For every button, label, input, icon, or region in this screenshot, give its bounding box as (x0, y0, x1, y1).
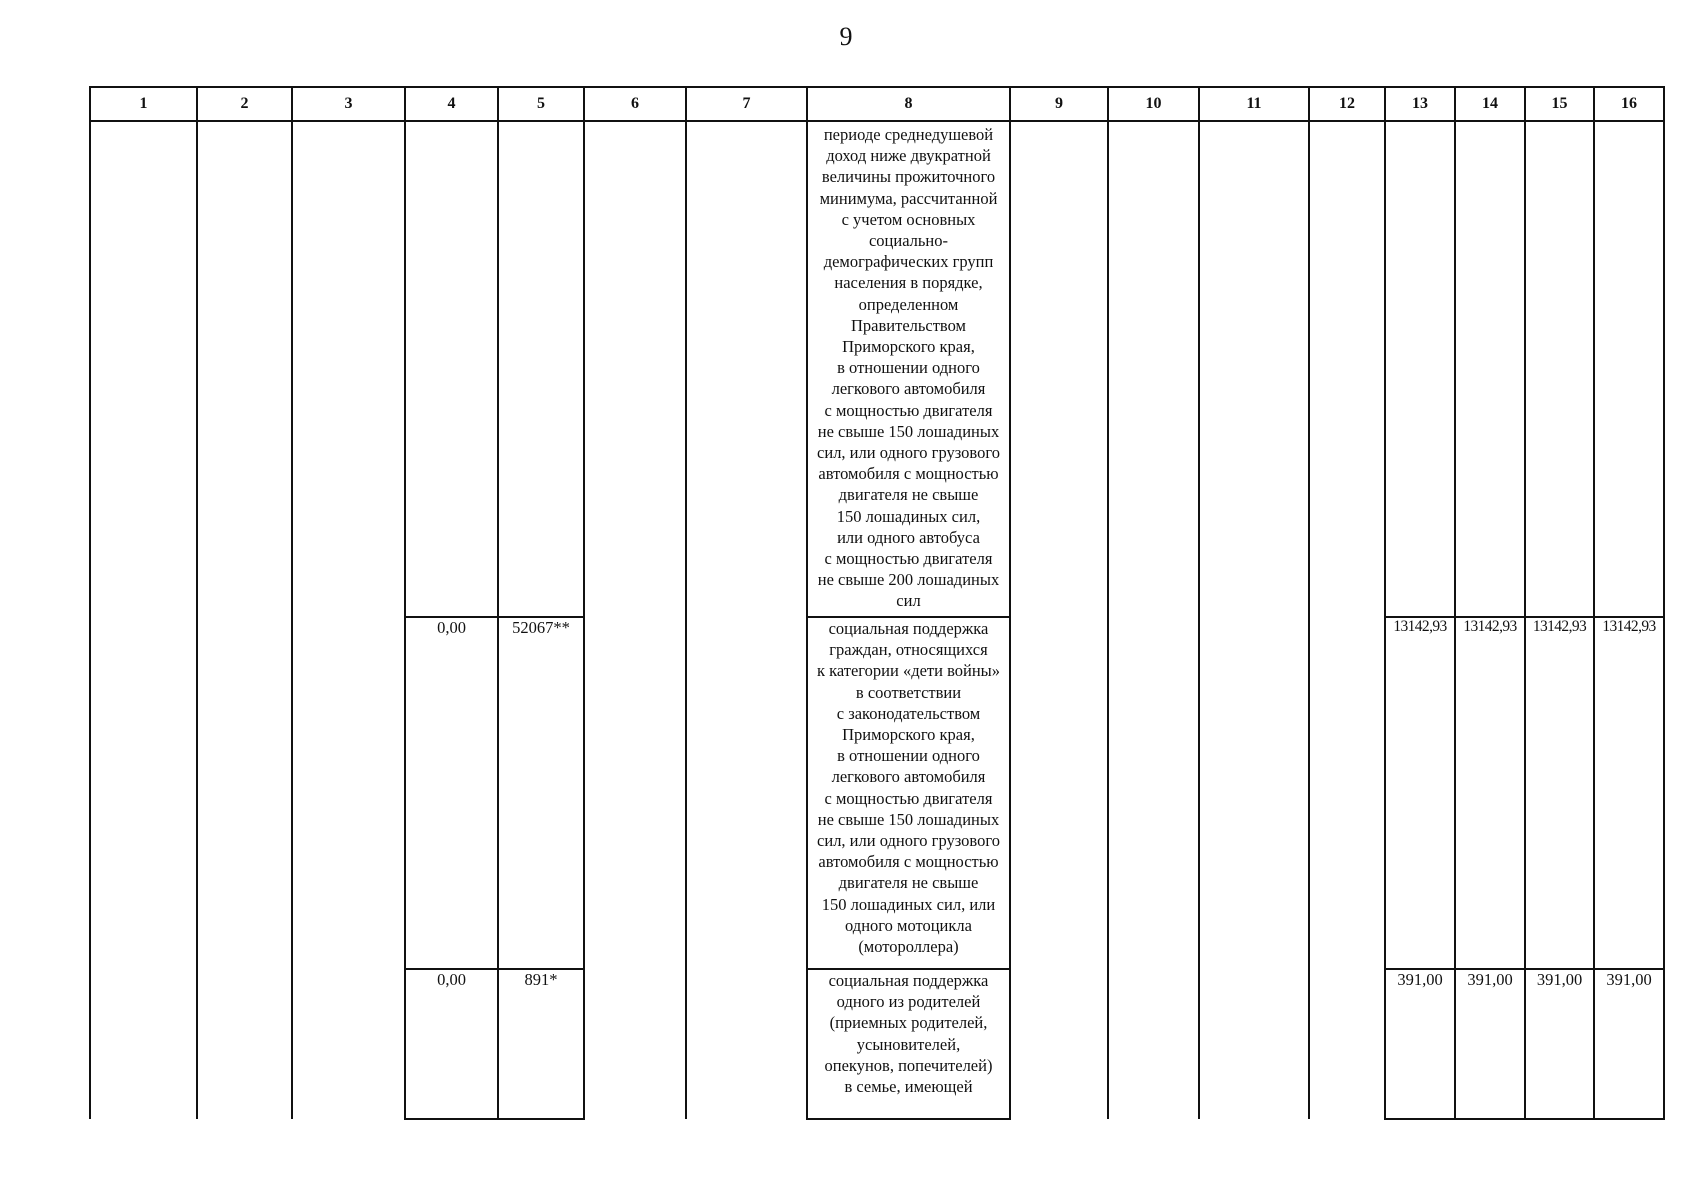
column-header-10: 10 (1108, 87, 1199, 121)
cell-col-3 (292, 121, 405, 1119)
column-header-12: 12 (1309, 87, 1385, 121)
cell-col-14: 391,00 (1455, 969, 1525, 1119)
column-header-5: 5 (498, 87, 584, 121)
cell-col-14 (1455, 121, 1525, 617)
column-header-15: 15 (1525, 87, 1594, 121)
column-header-11: 11 (1199, 87, 1309, 121)
cell-col-8 (807, 969, 1010, 1119)
cell-col-16 (1594, 121, 1664, 617)
column-header-9: 9 (1010, 87, 1108, 121)
column-header-8: 8 (807, 87, 1010, 121)
column-header-14: 14 (1455, 87, 1525, 121)
cell-col-12 (1309, 121, 1385, 1119)
page-number: 9 (839, 22, 853, 51)
column-header-16: 16 (1594, 87, 1664, 121)
tax-benefit-text: социальная поддержка одного из родителей (приемных родителей, усыновителей, опекунов, попечителей) в семье, имеющей (824, 971, 993, 1097)
cell-col-11 (1199, 121, 1309, 1119)
cell-col-4 (405, 121, 498, 617)
cell-col-13 (1385, 121, 1455, 617)
table-row (90, 121, 1664, 617)
cell-col-13: 13142,93 (1385, 617, 1455, 969)
cell-col-2 (197, 121, 292, 1119)
cell-col-9 (1010, 121, 1108, 1119)
cell-col-16: 391,00 (1594, 969, 1664, 1119)
cell-col-15: 391,00 (1525, 969, 1594, 1119)
tax-benefit-text: социальная поддержка граждан, относящихся к категории «дети войны» в соответствии с законодательством Приморского края, в отношении одного легкового автомобиля с мощностью двигателя не свыше 150 лошадиных сил, или одного грузового автомобиля с мощностью двигателя не свыше 150 лошадиных сил, или одного мотоцикла (мотороллера) (816, 619, 1001, 957)
cell-col-13: 391,00 (1385, 969, 1455, 1119)
cell-col-5: 52067** (498, 617, 584, 969)
column-header-4: 4 (405, 87, 498, 121)
column-header-6: 6 (584, 87, 686, 121)
cell-col-1 (90, 121, 197, 1119)
cell-col-6 (584, 121, 686, 1119)
cell-col-10 (1108, 121, 1199, 1119)
cell-col-15: 13142,93 (1525, 617, 1594, 969)
column-header-7: 7 (686, 87, 807, 121)
column-header-3: 3 (292, 87, 405, 121)
cell-col-8 (807, 121, 1010, 617)
header-row (90, 87, 1664, 121)
cell-col-16: 13142,93 (1594, 617, 1664, 969)
cell-col-4: 0,00 (405, 617, 498, 969)
cell-col-8 (807, 617, 1010, 969)
cell-col-4: 0,00 (405, 969, 498, 1119)
cell-col-14: 13142,93 (1455, 617, 1525, 969)
column-header-2: 2 (197, 87, 292, 121)
cell-col-15 (1525, 121, 1594, 617)
data-table (89, 86, 1665, 1120)
cell-col-5: 891* (498, 969, 584, 1119)
cell-col-5 (498, 121, 584, 617)
tax-benefit-text: периоде среднедушевой доход ниже двукратной величины прожиточного минимума, рассчитанной с учетом основных социально- демографических групп населения в порядке, определенном Правительством Приморского края, в отношении одного легкового автомобиля с мощностью двигателя не свыше 150 лошадиных сил, или одного грузового автомобиля с мощностью двигателя не свыше 150 лошадиных сил, или одного автобуса с мощностью двигателя не свыше 200 лошадиных сил (817, 125, 1000, 611)
column-header-1: 1 (90, 87, 197, 121)
column-header-13: 13 (1385, 87, 1455, 121)
cell-col-7 (686, 121, 807, 1119)
